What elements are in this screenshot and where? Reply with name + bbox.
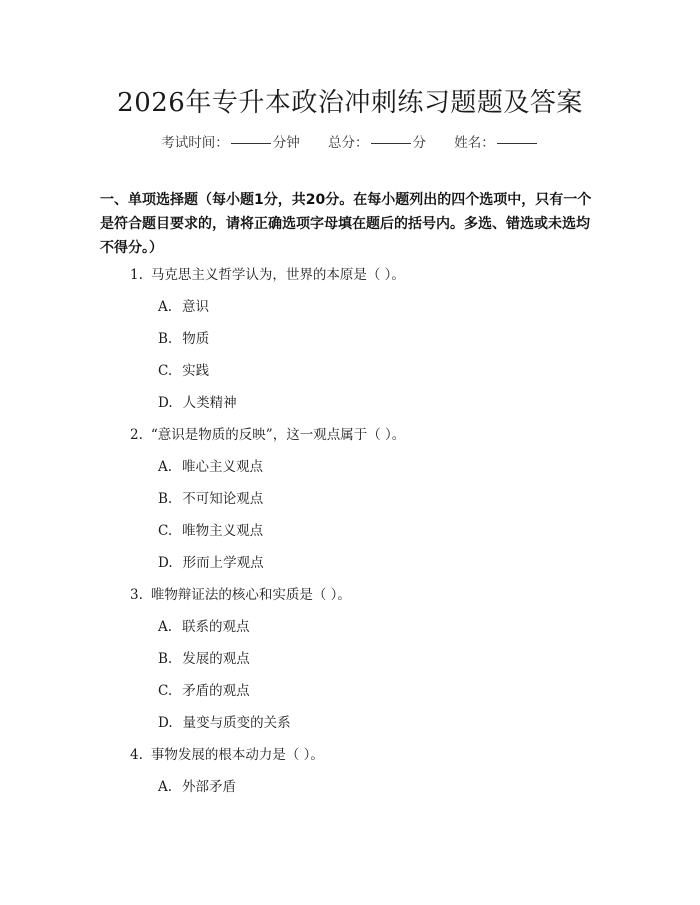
- question-number: 2.: [130, 427, 143, 443]
- option-4a: [158, 775, 236, 795]
- option-letter: A.: [158, 619, 173, 635]
- question-number: 1.: [130, 267, 143, 283]
- option-text: 意识: [182, 299, 210, 315]
- total-score-field: [328, 135, 430, 151]
- exam-time-blank: [231, 143, 271, 144]
- option-text: 量变与质变的关系: [182, 715, 291, 731]
- name-label: 姓名：: [454, 135, 495, 151]
- option-letter: C.: [158, 683, 173, 699]
- question-2: [130, 423, 405, 443]
- question-text: 事物发展的根本动力是（ ）。: [150, 747, 324, 763]
- option-text: 唯心主义观点: [182, 459, 264, 475]
- option-text: 形而上学观点: [182, 555, 264, 571]
- question-4: [130, 743, 324, 763]
- option-text: 不可知论观点: [182, 491, 264, 507]
- question-3: [130, 583, 351, 603]
- question-text: “意识是物质的反映”，这一观点属于（ ）。: [150, 427, 406, 443]
- option-3a: [158, 615, 250, 635]
- question-text: 唯物辩证法的核心和实质是（ ）。: [150, 587, 351, 603]
- option-text: 实践: [182, 363, 210, 379]
- option-letter: A.: [158, 299, 173, 315]
- total-score-label: 总分：: [328, 135, 369, 151]
- option-letter: A.: [158, 459, 173, 475]
- option-2a: [158, 455, 263, 475]
- exam-time-unit: 分钟: [272, 135, 300, 151]
- option-letter: B.: [158, 651, 173, 667]
- section-heading: 一、单项选择题（每小题1分，共20分。在每小题列出的四个选项中，只有一个是符合题目要求的，请将正确选项字母填在题后的括号内。多选、错选或未选均不得分。）: [100, 192, 592, 256]
- name-field: [454, 135, 539, 151]
- option-letter: D.: [158, 555, 173, 571]
- question-number: 3.: [130, 587, 143, 603]
- page-title: 2026年专升本政治冲刺练习题题及答案: [117, 88, 583, 118]
- question-1: [130, 263, 405, 283]
- exam-time-label: 考试时间：: [161, 135, 229, 151]
- option-text: 物质: [182, 331, 210, 347]
- option-3c: [158, 679, 250, 699]
- exam-info-line: [0, 131, 700, 151]
- option-letter: C.: [158, 523, 173, 539]
- option-letter: C.: [158, 363, 173, 379]
- option-1b: [158, 327, 209, 347]
- option-2b: [158, 487, 263, 507]
- option-text: 外部矛盾: [182, 779, 237, 795]
- option-text: 矛盾的观点: [182, 683, 250, 699]
- option-text: 唯物主义观点: [182, 523, 264, 539]
- name-blank: [497, 143, 537, 144]
- option-1a: [158, 295, 209, 315]
- option-letter: D.: [158, 715, 173, 731]
- option-3b: [158, 647, 250, 667]
- question-text: 马克思主义哲学认为，世界的本原是（ ）。: [150, 267, 405, 283]
- option-text: 联系的观点: [182, 619, 250, 635]
- option-2d: [158, 551, 264, 571]
- option-text: 发展的观点: [182, 651, 250, 667]
- total-score-unit: 分: [412, 135, 426, 151]
- option-letter: B.: [158, 331, 173, 347]
- exam-time-field: [161, 135, 304, 151]
- option-letter: D.: [158, 395, 173, 411]
- option-1d: [158, 391, 237, 411]
- option-1c: [158, 359, 209, 379]
- option-3d: [158, 711, 291, 731]
- option-letter: A.: [158, 779, 173, 795]
- option-text: 人类精神: [182, 395, 237, 411]
- question-number: 4.: [130, 747, 143, 763]
- option-2c: [158, 519, 263, 539]
- total-score-blank: [371, 143, 411, 144]
- option-letter: B.: [158, 491, 173, 507]
